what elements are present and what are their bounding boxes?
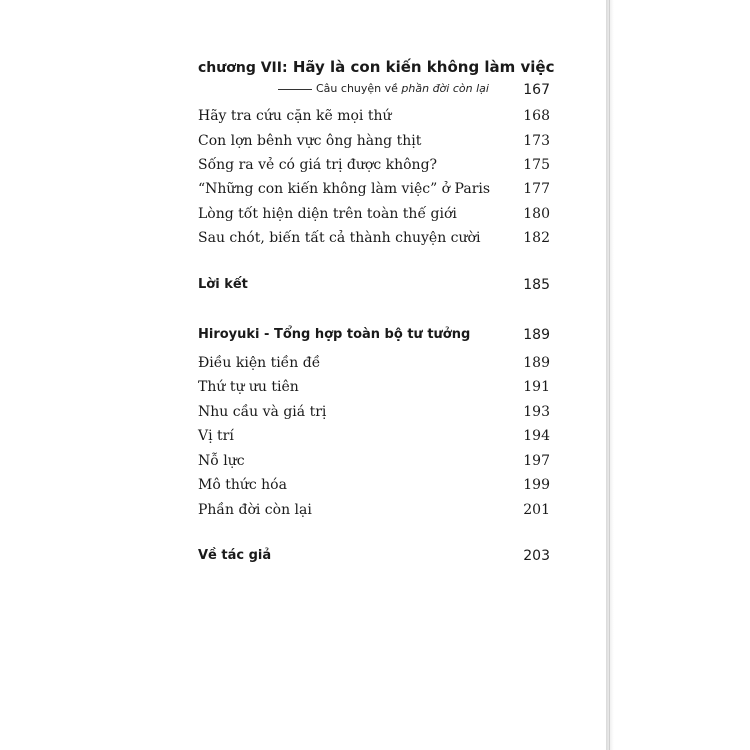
toc-entry-page: 173 (523, 133, 550, 149)
about-author-title: Về tác giả (198, 548, 272, 563)
chapter-prefix: chương VII: (198, 60, 288, 76)
toc-entry-title: Vị trí (198, 428, 234, 444)
hiroyuki-section-row (198, 327, 550, 347)
afterword-title: Lời kết (198, 277, 248, 292)
toc-entry (198, 428, 550, 448)
page-gutter-shadow (606, 0, 614, 750)
toc-entry (198, 379, 550, 399)
toc-entry-title: Mô thức hóa (198, 477, 287, 493)
chapter-page-number: 167 (523, 82, 550, 98)
toc-entry (198, 157, 550, 177)
toc-entry-page: 191 (523, 379, 550, 395)
chapter-name: Hãy là con kiến không làm việc (292, 58, 555, 76)
subtitle-italic: phần đời còn lại (401, 82, 489, 95)
page-edge (609, 0, 610, 750)
toc-entry-title: Con lợn bênh vực ông hàng thịt (198, 133, 422, 149)
toc-entry-title: Sau chót, biến tất cả thành chuyện cười (198, 230, 481, 246)
toc-entry-title: “Những con kiến không làm việc” ở Paris (198, 181, 491, 197)
toc-entry (198, 181, 550, 201)
toc-entry (198, 453, 550, 473)
toc-entry-title: Điều kiện tiền đề (198, 355, 321, 371)
toc-entry-title: Lòng tốt hiện diện trên toàn thế giới (198, 206, 457, 222)
chapter-subtitle (278, 82, 489, 95)
about-author-row (198, 548, 550, 568)
toc-entry-title: Nỗ lực (198, 453, 245, 469)
toc-entry-page: 180 (523, 206, 550, 222)
toc-entry (198, 355, 550, 375)
hiroyuki-section-page: 189 (523, 327, 550, 343)
toc-entry (198, 502, 550, 522)
chapter-7-subtitle-row (198, 82, 550, 98)
toc-entry-page: 182 (523, 230, 550, 246)
toc-entry-page: 177 (523, 181, 550, 197)
toc-entry (198, 230, 550, 250)
hiroyuki-section-title: Hiroyuki - Tổng hợp toàn bộ tư tưởng (198, 327, 471, 342)
toc-entry (198, 206, 550, 226)
toc-entry-page: 193 (523, 404, 550, 420)
toc-entry-title: Sống ra vẻ có giá trị được không? (198, 157, 438, 173)
toc-entry-page: 194 (523, 428, 550, 444)
about-author-page: 203 (523, 548, 550, 564)
toc-entry-title: Phần đời còn lại (198, 502, 312, 518)
toc-entry-page: 197 (523, 453, 550, 469)
toc-entry-page: 168 (523, 108, 550, 124)
toc-entry-title: Hãy tra cứu cặn kẽ mọi thứ (198, 108, 392, 124)
toc-entry-title: Thứ tự ưu tiên (198, 379, 299, 395)
afterword-page: 185 (523, 277, 550, 293)
toc-entry-page: 201 (523, 502, 550, 518)
chapter-7-heading (198, 58, 555, 78)
toc-entry-page: 189 (523, 355, 550, 371)
chapter-title (198, 58, 555, 76)
toc-entry-page: 175 (523, 157, 550, 173)
toc-entry-page: 199 (523, 477, 550, 493)
toc-entry (198, 404, 550, 424)
subtitle-dash (278, 89, 312, 90)
toc-entry (198, 133, 550, 153)
toc-entry-title: Nhu cầu và giá trị (198, 404, 327, 420)
afterword-row (198, 277, 550, 297)
toc-entry (198, 477, 550, 497)
subtitle-plain: Câu chuyện về (316, 82, 398, 95)
toc-entry (198, 108, 550, 128)
